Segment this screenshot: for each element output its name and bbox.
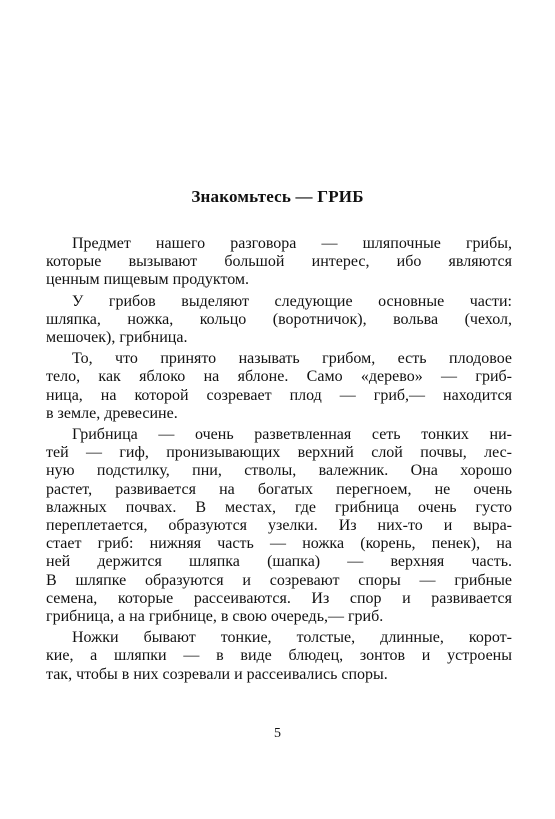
text-line: которые вызывают большой интерес, ибо являются [46,253,512,271]
paragraph-3 [46,350,512,423]
text-line: Ножки бывают тонкие, толстые, длинные, корот- [72,629,512,647]
text-line: стает гриб: нижняя часть — ножка (корень, пенек), на [46,535,512,553]
text-line: ница, на которой созревает плод — гриб,— находится [46,386,512,404]
text-line: грибница, а на грибнице, в свою очередь,— гриб. [46,608,384,626]
text-line: так, чтобы в них созревали и рассеивались споры. [46,665,388,683]
paragraph-5 [46,629,512,684]
text-line: тей — гиф, пронизывающих верхний слой почвы, лес- [46,444,512,462]
text-line: кие, а шляпки — в виде блюдец, зонтов и устроены [46,647,512,665]
text-line: Грибница — очень разветвленная сеть тонких ни- [72,426,512,444]
text-line: ценным пищевым продуктом. [46,271,250,289]
text-line: Предмет нашего разговора — шляпочные грибы, [72,235,512,252]
text-line: В шляпке образуются и созревают споры — грибные [46,571,512,589]
page-number: 5 [274,726,281,741]
paragraph-4 [46,426,512,626]
paragraph-1 [46,235,512,290]
paragraph-2 [46,293,512,348]
text-line: растет, развивается на богатых перегноем, не очень [46,480,512,498]
text-line: семена, которые рассеиваются. Из спор и развивается [46,589,512,607]
text-line: переплетается, образуются узелки. Из них-то и выра- [46,517,512,535]
text-line: в земле, древесине. [46,404,178,422]
chapter-title: Знакомьтесь — ГРИБ [191,187,364,206]
text-line: влажных почвах. В местах, где грибница очень густо [46,498,512,516]
text-line: ней держится шляпка (шапка) — верхняя часть. [46,553,512,571]
text-line: шляпка, ножка, кольцо (воротничок), вольва (чехол, [46,310,512,328]
text-line: тело, как яблоко на яблоне. Само «дерево» — гриб- [46,368,512,386]
text-line: мешочек), грибница. [46,329,188,347]
text-line: ную подстилку, пни, стволы, валежник. Она хорошо [46,462,512,480]
text-line: У грибов выделяют следующие основные части: [72,292,512,310]
text-line: То, что принято называть грибом, есть плодовое [72,350,512,368]
chapter-body [46,235,512,687]
